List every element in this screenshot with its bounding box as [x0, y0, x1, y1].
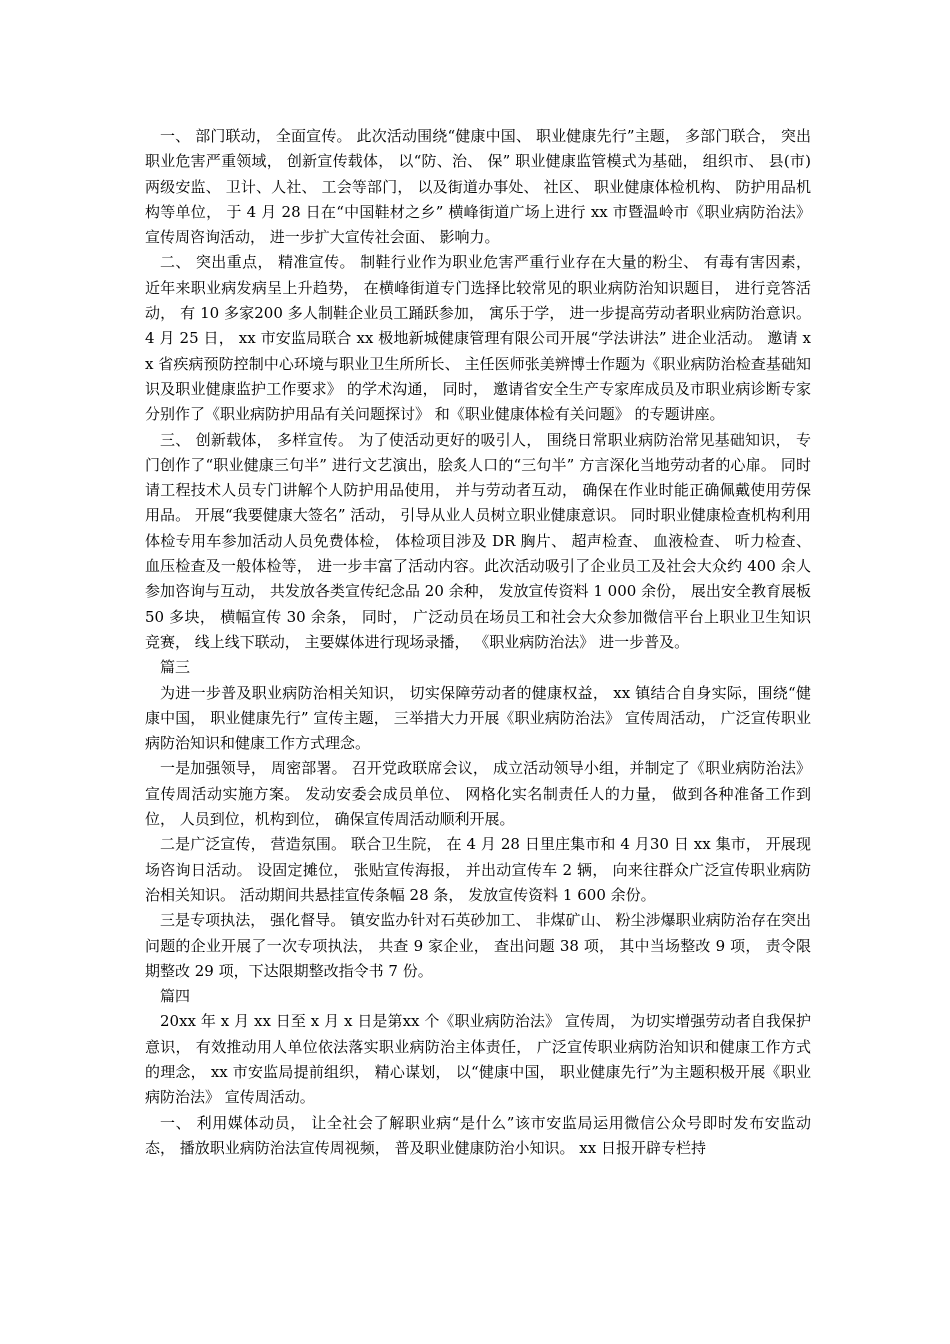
- paragraph-part-3-item-1: 一是加强领导， 周密部署。 召开党政联席会议， 成立活动领导小组，并制定了《职业病防治法》 宣传周活动实施方案。 发动安委会成员单位、 网格化实名制责任人的力量， 做到各种准备工作到位， 人员到位，机构到位， 确保宣传周活动顺利开展。: [145, 759, 811, 829]
- paragraph-section-3: 三、 创新载体， 多样宣传。 为了使活动更好的吸引人， 围绕日常职业病防治常见基础知识， 专门创作了“职业健康三句半” 进行文艺演出，脍炙人口的“三句半” 方言深化当地劳动者的心扉。 同时请工程技术人员专门讲解个人防护用品使用， 并与劳动者互动， 确保在作业时能正确佩戴使用劳保用品。 开展“我要健康大签名” 活动， 引导从业人员树立职业健康意识。 同时职业健康检查机构利用体检专用车参加活动人员免费体检， 体检项目涉及 DR 胸片、 超声检查、 血液检查、 听力检查、 血压检查及一般体检等， 进一步丰富了活动内容。此次活动吸引了企业员工及社会大众约 400 余人参加咨询与互动， 共发放各类宣传纪念品 20 余种， 发放宣传资料 1 000 余份， 展出安全教育展板 50 多块， 横幅宣传 30 余条， 同时， 广泛动员在场员工和社会大众参加微信平台上职业卫生知识竞赛， 线上线下联动， 主要媒体进行现场录播， 《职业病防治法》 进一步普及。: [145, 430, 811, 651]
- paragraph-part-3-intro: 为进一步普及职业病防治相关知识， 切实保障劳动者的健康权益， xx 镇结合自身实际，围绕“健康中国， 职业健康先行” 宣传主题， 三举措大力开展《职业病防治法》 宣传周活动， 广泛宣传职业病防治知识和健康工作方式理念。: [145, 683, 811, 753]
- heading-part-4: 篇四: [160, 987, 191, 1006]
- paragraph-part-3-item-2: 二是广泛宣传， 营造氛围。 联合卫生院， 在 4 月 28 日里庄集市和 4 月30 日 xx 集市， 开展现场咨询日活动。 设固定摊位， 张贴宣传海报， 并出动宣传车 2 辆， 向来往群众广泛宣传职业病防治相关知识。 活动期间共悬挂宣传条幅 28 条， 发放宣传资料 1 600 余份。: [145, 835, 811, 904]
- document-page: [145, 124, 811, 1161]
- heading-part-3: 篇三: [160, 658, 191, 677]
- paragraph-section-1: 一、 部门联动， 全面宣传。 此次活动围绕“健康中国、 职业健康先行”主题， 多部门联合， 突出职业危害严重领域， 创新宣传载体， 以“防、治、 保” 职业健康监管模式为基础， 组织市、 县(市) 两级安监、 卫计、人社、 工会等部门， 以及街道办事处、 社区、 职业健康体检机构、 防护用品机构等单位， 于 4 月 28 日在“中国鞋材之乡” 横峰街道广场上进行 xx 市暨温岭市《职业病防治法》 宣传周咨询活动， 进一步扩大宣传社会面、 影响力。: [145, 127, 811, 247]
- paragraph-section-2: 二、 突出重点， 精准宣传。 制鞋行业作为职业危害严重行业存在大量的粉尘、 有毒有害因素， 近年来职业病发病呈上升趋势， 在横峰街道专门选择比较常见的职业病防治知识题目， 进行竞答活动， 有 10 多家200 多人制鞋企业员工踊跃参加， 寓乐于学， 进一步提高劳动者职业病防治意识。 4 月 25 日， xx 市安监局联合 xx 极地新城健康管理有限公司开展“学法讲法” 进企业活动。 邀请 xx 省疾病预防控制中心环境与职业卫生所所长、 主任医师张美辨博士作题为《职业病防治检查基础知识及职业健康监护工作要求》 的学术沟通， 同时， 邀请省安全生产专家库成员及市职业病诊断专家分别作了《职业病防护用品有关问题探讨》 和《职业健康体检有关问题》 的专题讲座。: [145, 253, 811, 424]
- paragraph-part-3-item-3: 三是专项执法， 强化督导。 镇安监办针对石英砂加工、 非煤矿山、 粉尘涉爆职业病防治存在突出问题的企业开展了一次专项执法， 共查 9 家企业， 查出问题 38 项， 其中当场整改 9 项， 责令限期整改 29 项，下达限期整改指令书 7 份。: [145, 911, 811, 980]
- paragraph-part-4-item-1: 一、 利用媒体动员， 让全社会了解职业病“是什么”该市安监局运用微信公众号即时发布安监动态， 播放职业病防治法宣传周视频， 普及职业健康防治小知识。 xx 日报开辟专栏持: [145, 1113, 811, 1157]
- paragraph-part-4-intro: 20xx 年 x 月 xx 日至 x 月 x 日是第xx 个《职业病防治法》 宣传周， 为切实增强劳动者自我保护意识， 有效推动用人单位依法落实职业病防治主体责任， 广泛宣传职业病防治知识和健康工作方式的理念， xx 市安监局提前组织， 精心谋划， 以“健康中国， 职业健康先行”为主题积极开展《职业病防治法》 宣传周活动。: [145, 1012, 811, 1107]
